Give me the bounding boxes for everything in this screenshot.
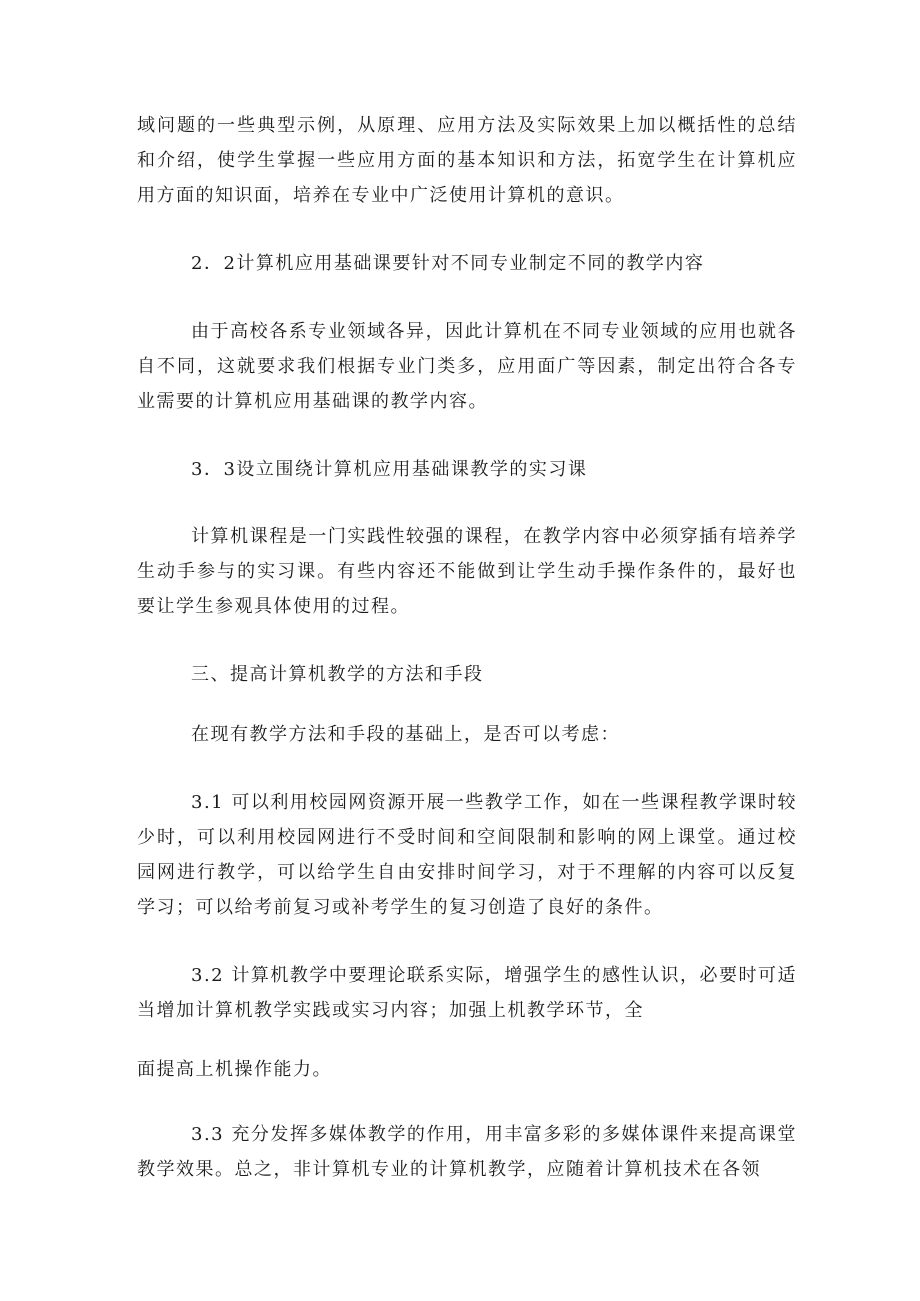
paragraph-consider: 在现有教学方法和手段的基础上，是否可以考虑：	[191, 724, 620, 745]
paragraph-2-2-body: 由于高校各系专业领域各异，因此计算机在不同专业领域的应用也就各自不同，这就要求我们根据专业门类多，应用面广等因素，制定出符合各专业需要的计算机应用基础课的教学内容。	[137, 321, 797, 412]
paragraph-3-2-continued: 面提高上机操作能力。	[137, 1059, 332, 1080]
paragraph-3-3-body: 计算机课程是一门实践性较强的课程，在教学内容中必须穿插有培养学生动手参与的实习课。有些内容还不能做到让学生动手操作条件的，最好也要让学生参观具体使用的过程。	[137, 526, 797, 617]
paragraph-intro-continued: 域问题的一些典型示例，从原理、应用方法及实际效果上加以概括性的总结和介绍，使学生掌握一些应用方面的基本知识和方法，拓宽学生在计算机应用方面的知识面，培养在专业中广泛使用计算机的意识。	[137, 115, 797, 206]
paragraph-3-1: 3.1 可以利用校园网资源开展一些教学工作，如在一些课程教学课时较少时，可以利用校园网进行不受时间和空间限制和影响的网上课堂。通过校园网进行教学，可以给学生自由安排时间学习，对于不理解的内容可以反复学习；可以给考前复习或补考学生的复习创造了良好的条件。	[137, 792, 797, 918]
paragraph-3-3-multimedia: 3.3 充分发挥多媒体教学的作用，用丰富多彩的多媒体课件来提高课堂教学效果。总之，非计算机专业的计算机教学，应随着计算机技术在各领	[137, 1124, 797, 1180]
section-heading-2-2: 2．2计算机应用基础课要针对不同专业制定不同的教学内容	[191, 253, 705, 274]
chapter-heading-three: 三、提高计算机教学的方法和手段	[191, 664, 484, 685]
section-heading-3-3-practice: 3．3设立围绕计算机应用基础课教学的实习课	[191, 459, 588, 480]
paragraph-3-2: 3.2 计算机教学中要理论联系实际，增强学生的感性认识，必要时可适当增加计算机教学实践或实习内容；加强上机教学环节，全	[137, 965, 797, 1021]
